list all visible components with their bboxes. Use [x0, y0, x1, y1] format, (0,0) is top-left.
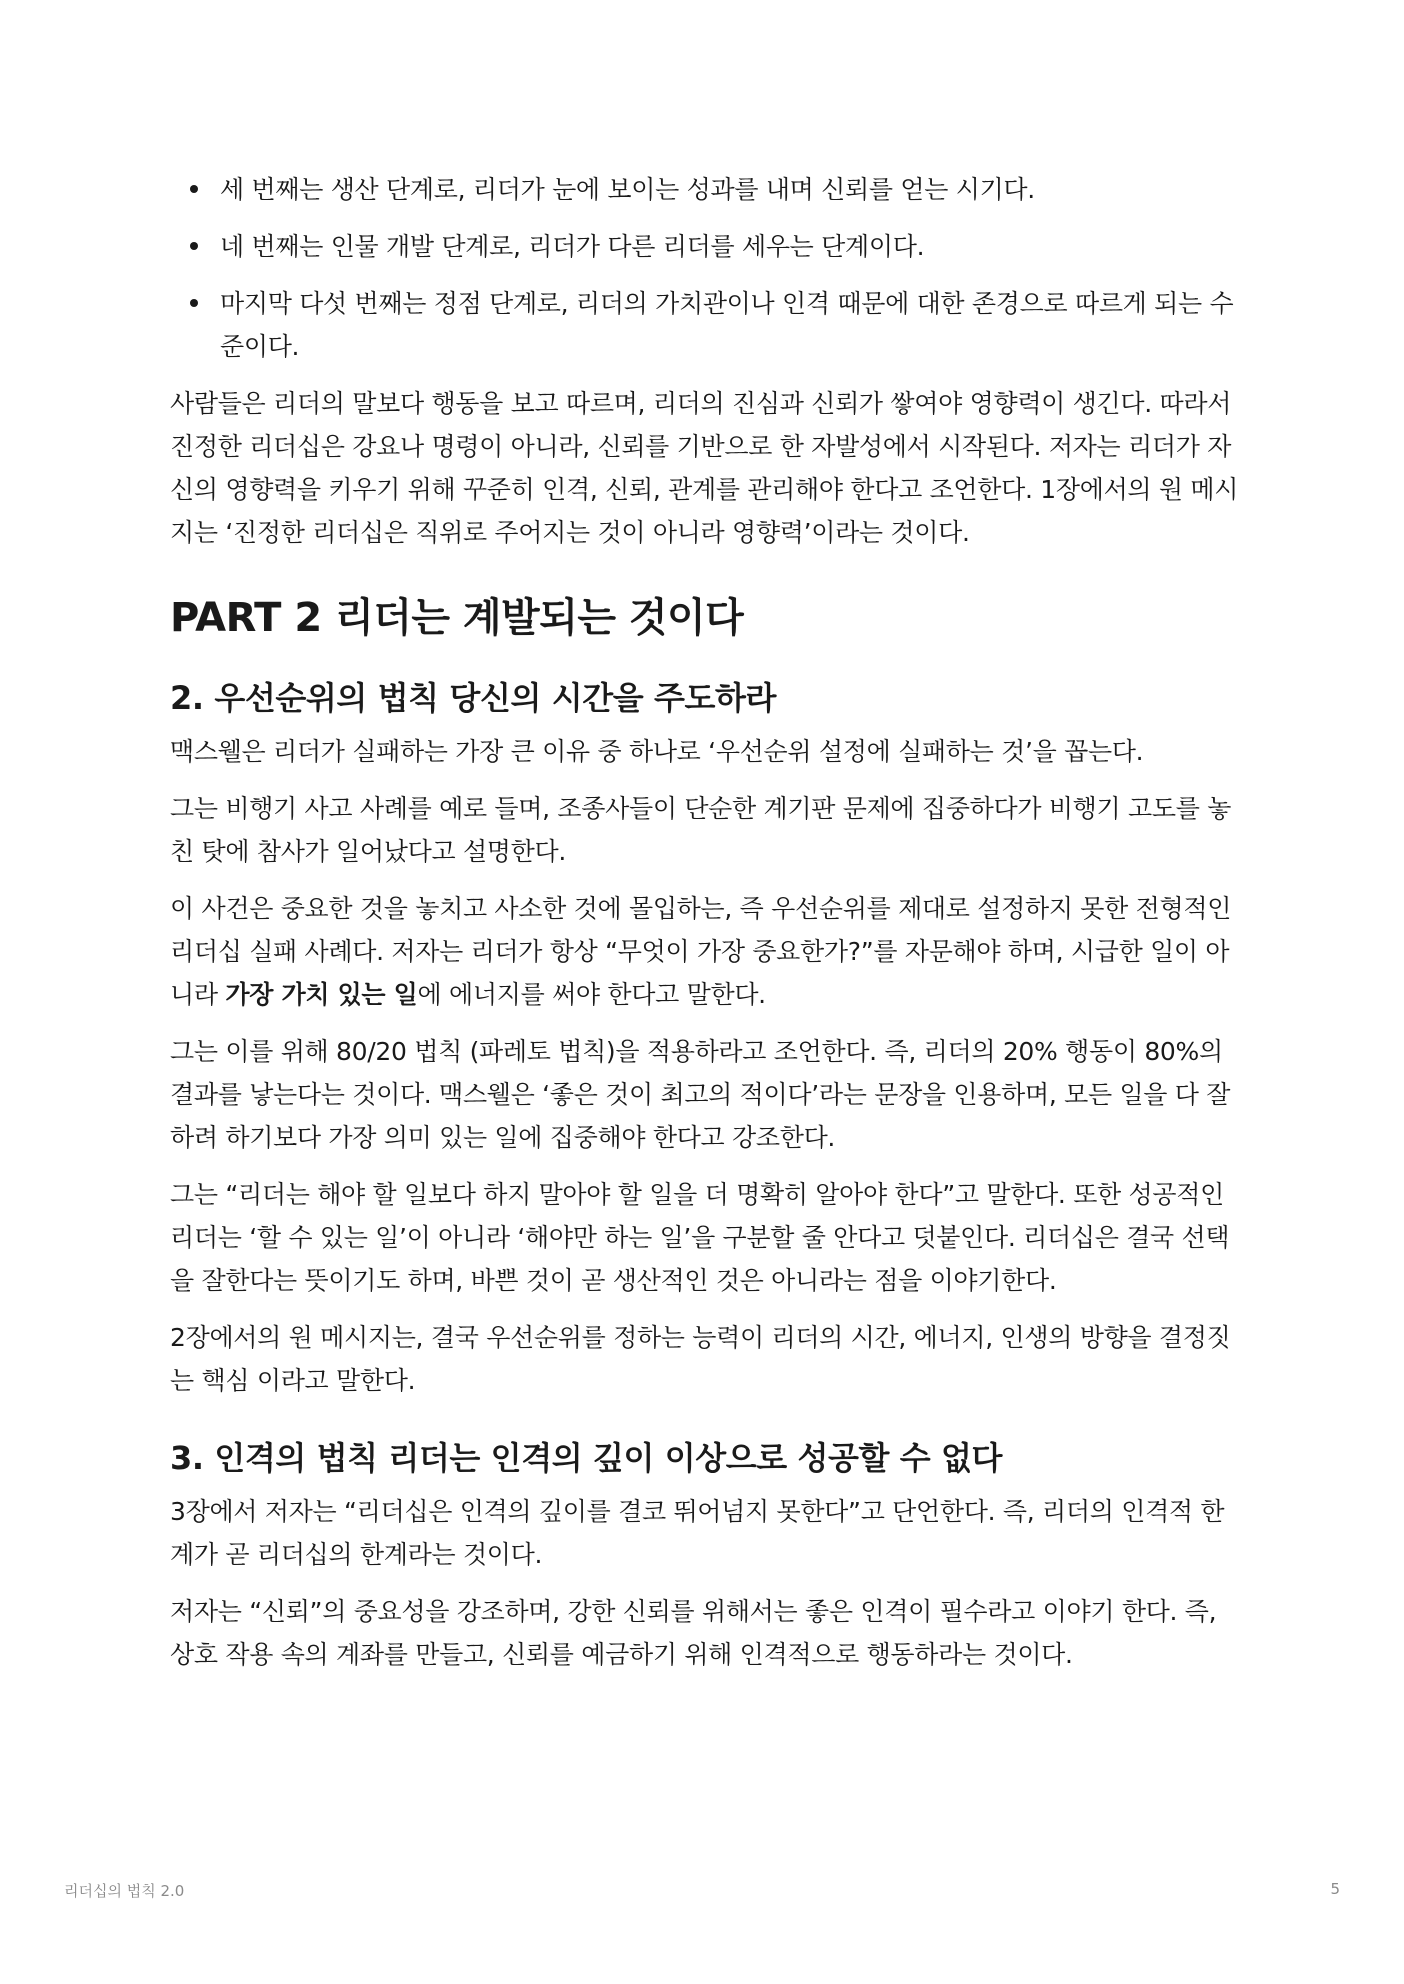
paragraph-text: 에 에너지를 써야 한다고 말한다. [417, 980, 766, 1009]
chapter-2-paragraph: 그는 “리더는 해야 할 일보다 하지 말아야 할 일을 더 명확히 알아야 한다”고 말한다. 또한 성공적인 리더는 ‘할 수 있는 일’이 아니라 ‘해야만 하는 일’을 구분할 줄 안다고 덧붙인다. 리더십은 결국 선택을 잘한다는 뜻이기도 하며, 바쁜 것이 곧 생산적인 것은 아니라는 점을 이야기한다. [170, 1180, 1230, 1295]
bullet-item [170, 225, 1245, 268]
chapter-2-paragraph: 그는 이를 위해 80/20 법칙 (파레토 법칙)을 적용하라고 조언한다. 즉, 리더의 20% 행동이 80%의 결과를 낳는다는 것이다. 맥스웰은 ‘좋은 것이 최고의 적이다’라는 문장을 인용하며, 모든 일을 다 잘하려 하기보다 가장 의미 있는 일에 집중해야 한다고 강조한다. [170, 1037, 1231, 1152]
bullet-text: 세 번째는 생산 단계로, 리더가 눈에 보이는 성과를 내며 신뢰를 얻는 시기다. [220, 175, 1035, 204]
chapter-2-paragraph: 그는 비행기 사고 사례를 예로 들며, 조종사들이 단순한 계기판 문제에 집중하다가 비행기 고도를 놓친 탓에 참사가 일어났다고 설명한다. [170, 794, 1232, 866]
stage-bullet-list [170, 168, 1245, 368]
chapter-2-paragraph: 2장에서의 원 메시지는, 결국 우선순위를 정하는 능력이 리더의 시간, 에너지, 인생의 방향을 결정짓는 핵심 이라고 말한다. [170, 1323, 1231, 1395]
part-title: PART 2 리더는 계발되는 것이다 [170, 595, 744, 641]
page-content [170, 168, 1245, 1690]
chapter-3-paragraph: 저자는 “신뢰”의 중요성을 강조하며, 강한 신뢰를 위해서는 좋은 인격이 필수라고 이야기 한다. 즉, 상호 작용 속의 계좌를 만들고, 신뢰를 예금하기 위해 인격적으로 행동하라는 것이다. [170, 1597, 1217, 1669]
chapter-2-paragraph: 맥스웰은 리더가 실패하는 가장 큰 이유 중 하나로 ‘우선순위 설정에 실패하는 것’을 꼽는다. [170, 737, 1144, 766]
bullet-item [170, 282, 1245, 368]
bullet-text: 네 번째는 인물 개발 단계로, 리더가 다른 리더를 세우는 단계이다. [220, 232, 925, 261]
bold-phrase: 가장 가치 있는 일 [225, 980, 418, 1009]
intro-paragraph: 사람들은 리더의 말보다 행동을 보고 따르며, 리더의 진심과 신뢰가 쌓여야 영향력이 생긴다. 따라서 진정한 리더십은 강요나 명령이 아니라, 신뢰를 기반으로 한 자발성에서 시작된다. 저자는 리더가 자신의 영향력을 키우기 위해 꾸준히 인격, 신뢰, 관계를 관리해야 한다고 조언한다. 1장에서의 원 메시지는 ‘진정한 리더십은 직위로 주어지는 것이 아니라 영향력’이라는 것이다. [170, 389, 1239, 547]
bullet-item [170, 168, 1245, 211]
paragraph-text: 이 사건은 중요한 것을 놓치고 사소한 것에 몰입하는, 즉 우선순위를 제대로 설정하지 못한 전형적인 리더십 실패 사례다. 저자는 리더가 항상 “무엇이 가장 중요한가?”를 자문해야 하며, 시급한 일이 아니라 [170, 894, 1232, 1009]
bullet-dot-icon [190, 242, 198, 250]
chapter-2-title: 2. 우선순위의 법칙 당신의 시간을 주도하라 [170, 679, 777, 717]
bullet-dot-icon [190, 185, 198, 193]
chapter-3-title: 3. 인격의 법칙 리더는 인격의 깊이 이상으로 성공할 수 없다 [170, 1439, 1003, 1477]
bullet-dot-icon [190, 299, 198, 307]
chapter-3-paragraph: 3장에서 저자는 “리더십은 인격의 깊이를 결코 뛰어넘지 못한다”고 단언한다. 즉, 리더의 인격적 한계가 곧 리더십의 한계라는 것이다. [170, 1497, 1225, 1569]
bullet-text: 마지막 다섯 번째는 정점 단계로, 리더의 가치관이나 인격 때문에 대한 존경으로 따르게 되는 수준이다. [220, 289, 1234, 361]
footer-book-title: 리더십의 법칙 2.0 [64, 1882, 185, 1900]
chapter-2-paragraph-emphasis [170, 887, 1245, 1016]
footer-page-number: 5 [1330, 1880, 1340, 1898]
